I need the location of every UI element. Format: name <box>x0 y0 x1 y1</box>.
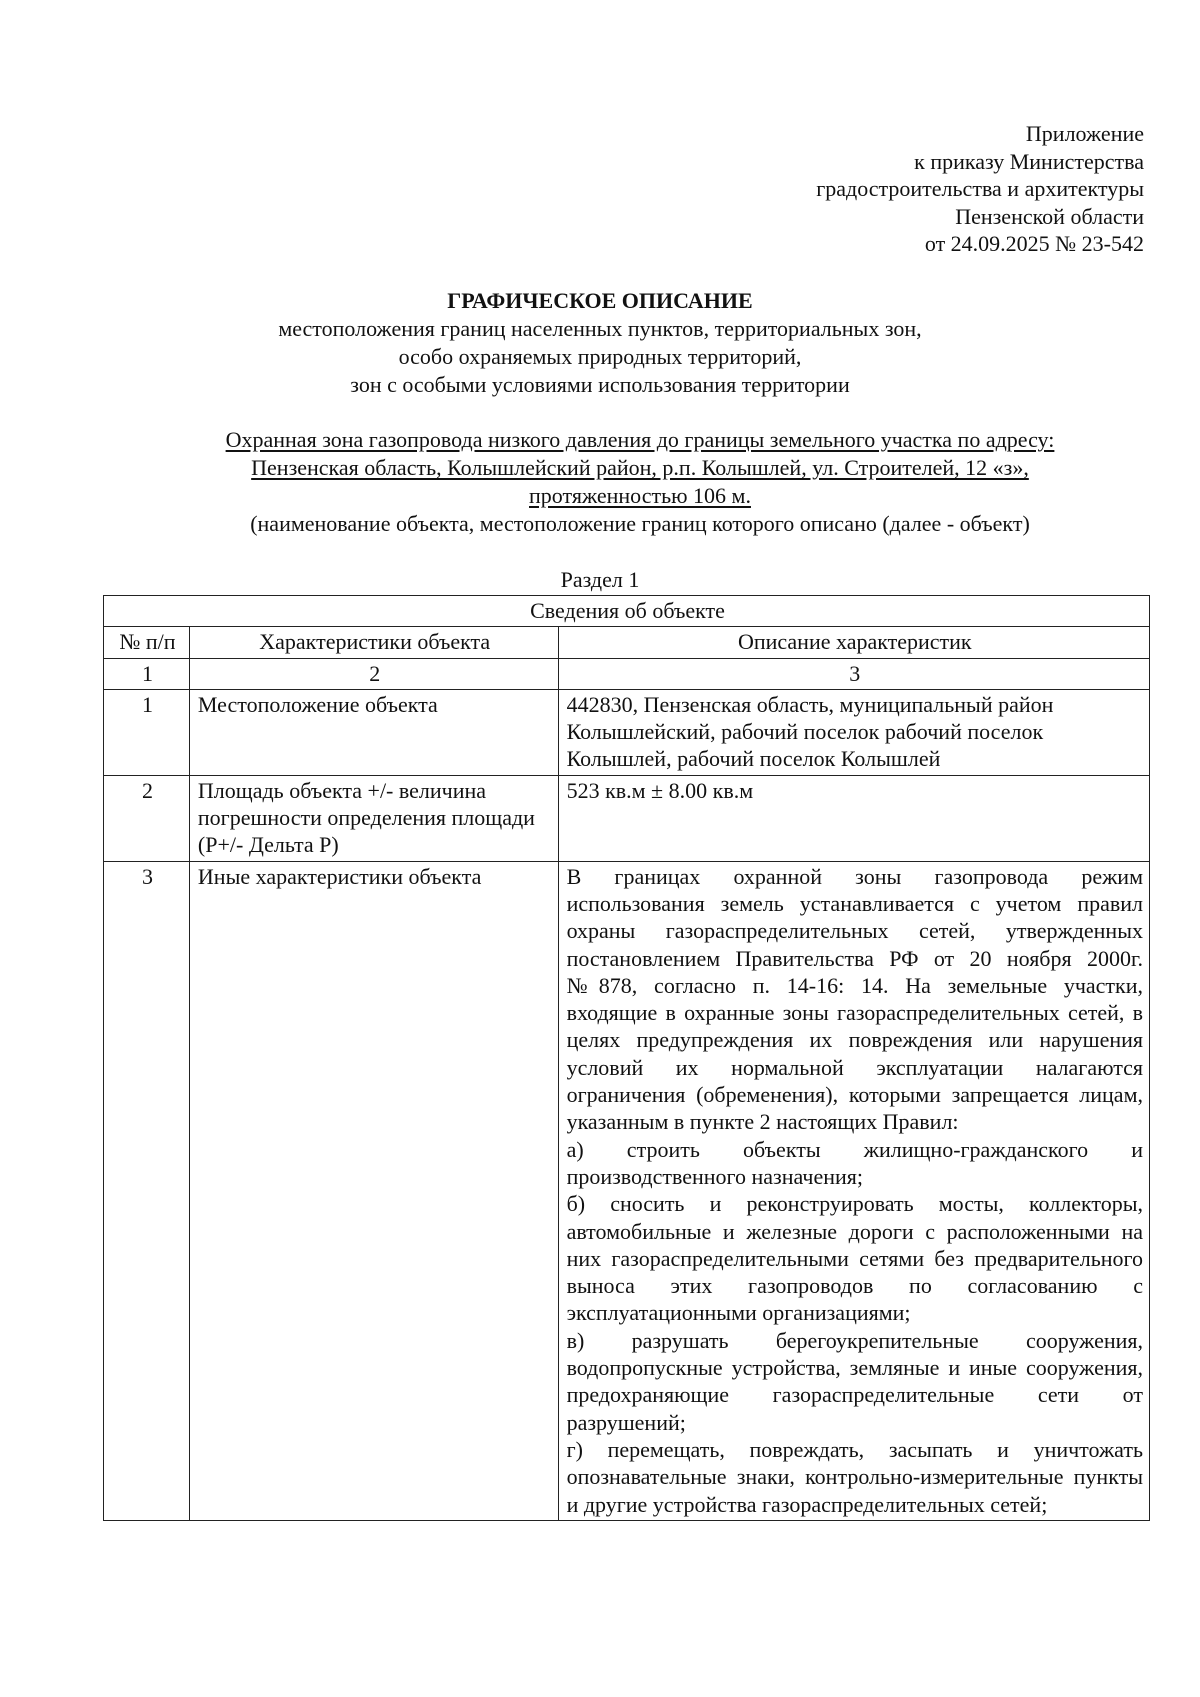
approval-header <box>816 120 1144 258</box>
table-header-row <box>104 627 1150 658</box>
header-characteristic: Характеристики объекта <box>189 627 558 658</box>
restriction-paragraph: В границах охранной зоны газопровода режим использования земель устанавливается с учетом правил охраны газораспределительных сетей, утвержденных постановлением Правительства РФ от 20 ноября 2000г. №878, согласно п. 14-16: 14. На земельные участки, входящие в охранные зоны газораспределительных сетей, в целях предупреждения их повреждения или нарушения условий их нормальной эксплуатации налагаются ограничения (обременения), которыми запрещается лицам, указанным в пункте 2 настоящих Правил: <box>566 863 1143 1135</box>
header-line: градостроительства и архитектуры <box>816 176 1144 201</box>
column-number: 3 <box>558 658 1149 689</box>
column-number: 1 <box>104 658 190 689</box>
row-number: 2 <box>104 775 190 861</box>
subtitle-line: местоположения границ населенных пунктов, территориальных зон, <box>278 316 922 341</box>
object-info-table <box>103 595 1150 1521</box>
header-line: Приложение <box>1025 121 1144 146</box>
header-line: к приказу Министерства <box>914 148 1144 174</box>
row-characteristic: Иные характеристики объекта <box>189 861 558 1520</box>
table-title: Сведения об объекте <box>104 596 1150 627</box>
header-line: Пензенской области <box>955 203 1144 229</box>
restriction-item-b: б) сносить и реконструировать мосты, коллекторы, автомобильные и железные дороги с расположенными на них газораспределительными сетями без предварительного выноса этих газопроводов по согласованию с эксплуатационными организациями; <box>566 1191 1143 1326</box>
row-number: 3 <box>104 861 190 1520</box>
table-row <box>104 689 1150 775</box>
object-name-line: Охранная зона газопровода низкого давления до границы земельного участка по адресу: <box>225 427 1055 452</box>
subtitle-line: зон с особыми условиями использования территории <box>350 372 850 397</box>
table-row <box>104 861 1150 1520</box>
column-numbering-row <box>104 658 1150 689</box>
restriction-item-v: в) разрушать берегоукрепительные сооружения, водопропускные устройства, земляные и иные сооружения, предохраняющие газораспределительные сети от разрушений; <box>566 1327 1143 1435</box>
header-number: № п/п <box>104 627 190 658</box>
table-title-row <box>104 596 1150 627</box>
document-title-block <box>0 287 1200 399</box>
object-name-line: Пензенская область, Колышлейский район, р.п. Колышлей, ул. Строителей, 12 «з», <box>251 455 1029 480</box>
document-title: ГРАФИЧЕСКОЕ ОПИСАНИЕ <box>447 288 753 313</box>
row-description: 442830, Пензенская область, муниципальный район Колышлейский, рабочий поселок рабочий поселок Колышлей, рабочий поселок Колышлей <box>558 689 1149 775</box>
row-description <box>558 861 1149 1520</box>
row-number: 1 <box>104 689 190 775</box>
restriction-item-g: г) перемещать, повреждать, засыпать и уничтожать опознавательные знаки, контрольно-измерительные пункты и другие устройства газораспределительных сетей; <box>566 1436 1143 1517</box>
row-characteristic: Местоположение объекта <box>189 689 558 775</box>
subtitle-line: особо охраняемых природных территорий, <box>398 344 802 369</box>
object-description <box>150 426 1130 538</box>
header-description: Описание характеристик <box>558 627 1149 658</box>
object-caption: (наименование объекта, местоположение границ которого описано (далее - объект) <box>250 511 1030 536</box>
row-description: 523 кв.м ± 8.00 кв.м <box>558 775 1149 861</box>
section-label: Раздел 1 <box>560 567 640 592</box>
restriction-item-a: а) строить объекты жилищно-гражданского и производственного назначения; <box>566 1136 1143 1189</box>
header-line: от 24.09.2025 № 23-542 <box>924 231 1144 256</box>
column-number: 2 <box>189 658 558 689</box>
row-characteristic: Площадь объекта +/- величина погрешности определения площади (P+/- Дельта P) <box>189 775 558 861</box>
table-row <box>104 775 1150 861</box>
object-name-line: протяженностью 106 м. <box>529 483 751 508</box>
